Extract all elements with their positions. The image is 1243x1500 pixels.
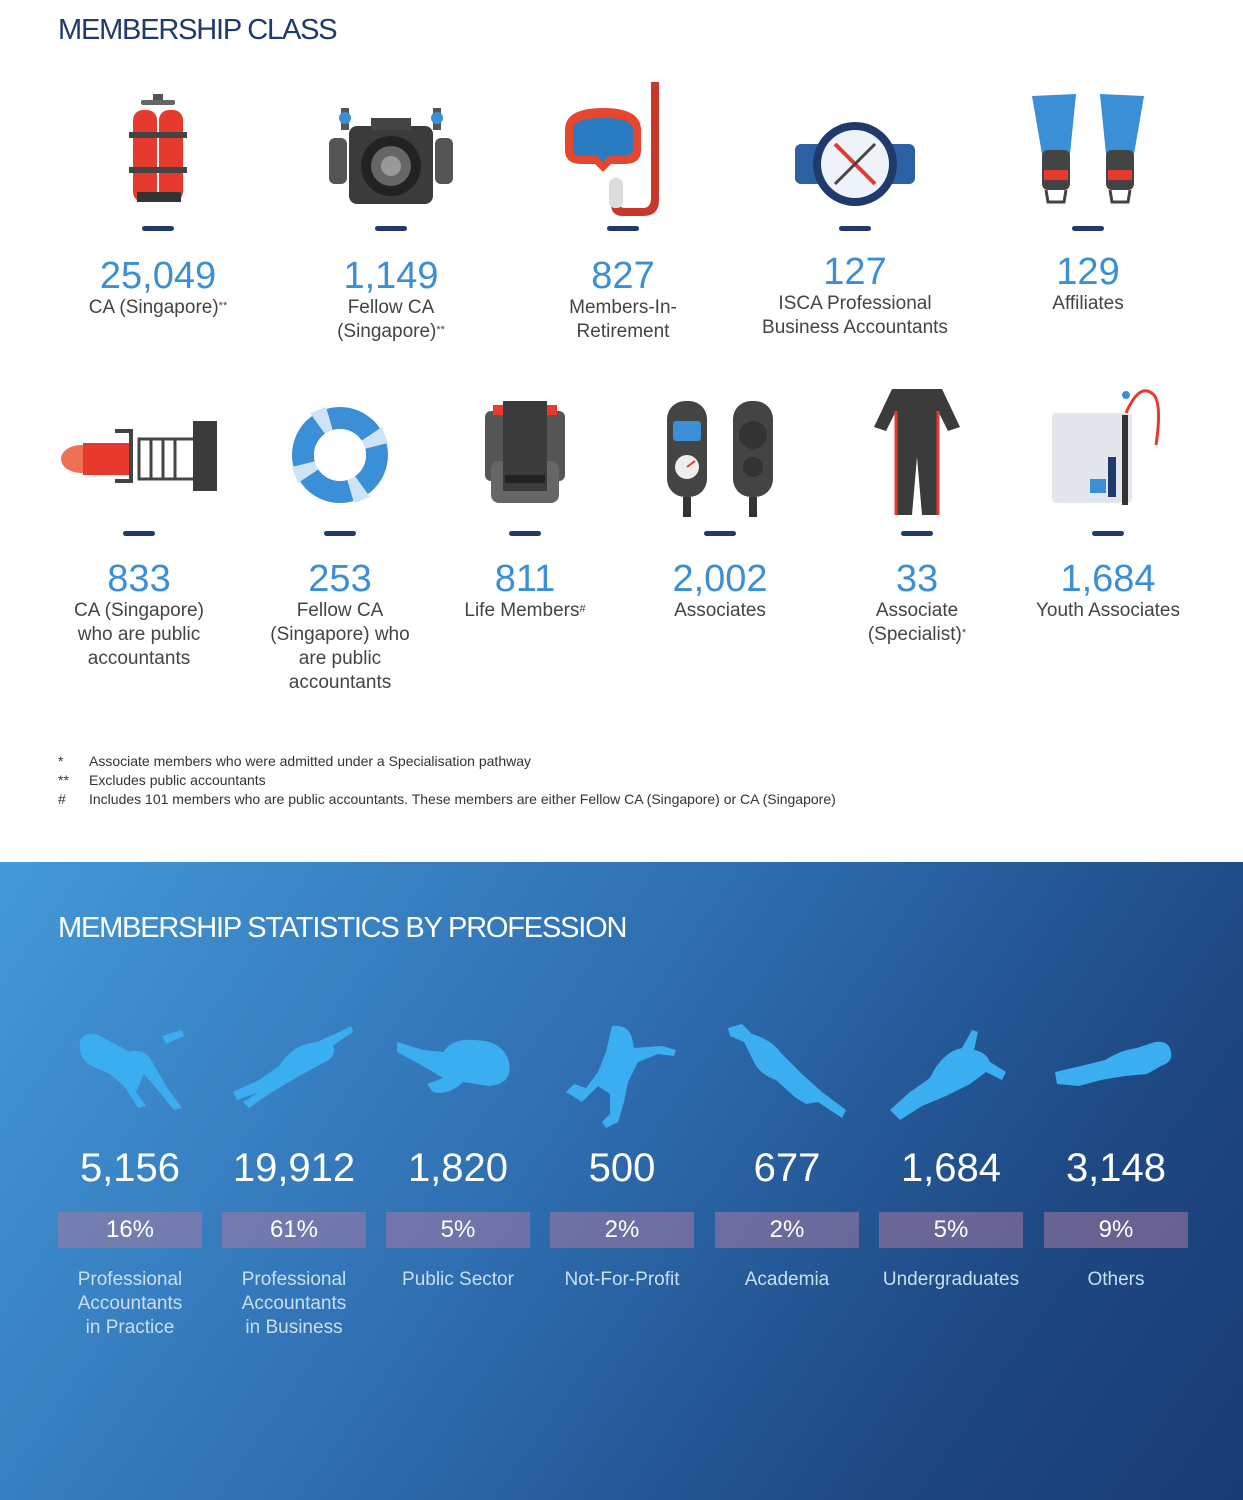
class-label: Associates <box>674 600 766 621</box>
profession-value: 5,156 <box>79 1146 181 1190</box>
class-label: Fellow CA (Singapore) who are public accountants <box>270 600 410 693</box>
profession-label: Not-For-Profit <box>564 1269 680 1290</box>
class-value: 253 <box>308 558 372 600</box>
buoyancy-vest-icon <box>475 401 575 511</box>
class-value: 811 <box>494 558 556 600</box>
class-value: 2,002 <box>672 558 768 600</box>
diver-icon <box>1051 1022 1181 1112</box>
class-value: 127 <box>823 251 887 293</box>
profession-percent: 5% <box>879 1212 1023 1248</box>
profession-percent: 9% <box>1044 1212 1188 1248</box>
profession-label: Others <box>1087 1269 1145 1290</box>
profession-label: Professional Accountants in Practice <box>77 1269 183 1338</box>
class-label: Associate (Specialist)* <box>867 600 967 645</box>
diver-icon <box>393 1022 523 1112</box>
dive-compass-icon <box>795 120 915 210</box>
class-label: Fellow CA (Singapore)** <box>337 297 445 342</box>
profession-percent: 2% <box>715 1212 859 1248</box>
dive-slate-icon <box>1050 385 1166 515</box>
footnotes <box>58 752 836 809</box>
class-value: 1,149 <box>343 255 439 297</box>
class-value: 827 <box>591 255 655 297</box>
class-members-in-retirement <box>503 80 743 340</box>
snorkel-mask-icon <box>563 80 683 220</box>
profession-value: 3,148 <box>1065 1146 1167 1190</box>
class-fellow-ca-singapore <box>271 80 511 340</box>
class-value: 1,684 <box>1060 558 1156 600</box>
scuba-tank-icon <box>123 92 193 207</box>
profession-percent: 61% <box>222 1212 366 1248</box>
profession-percent: 2% <box>550 1212 694 1248</box>
profession-value: 1,820 <box>407 1146 509 1190</box>
class-value: 129 <box>1056 251 1120 293</box>
class-label: Members-In- Retirement <box>569 297 677 342</box>
dive-gauge-icon <box>665 399 775 519</box>
profession-label: Academia <box>744 1269 830 1290</box>
fins-icon <box>1028 94 1148 206</box>
diver-icon <box>229 1022 359 1112</box>
profession-title: MEMBERSHIP STATISTICS BY PROFESSION <box>58 912 627 944</box>
membership-class-title: MEMBERSHIP CLASS <box>58 14 337 46</box>
profession-label: Public Sector <box>402 1269 514 1290</box>
diver-icon <box>562 1022 682 1132</box>
profession-value: 19,912 <box>232 1146 356 1190</box>
class-label: CA (Singapore)** <box>88 297 228 318</box>
class-youth-associates <box>988 385 1228 645</box>
footnote: ** Excludes public accountants <box>58 772 266 788</box>
footnote: * Associate members who were admitted under a Specialisation pathway <box>58 753 532 769</box>
underwater-camera-icon <box>321 108 461 208</box>
profession-value: 1,684 <box>900 1146 1002 1190</box>
profession-value: 677 <box>753 1146 821 1190</box>
life-ring-icon <box>290 405 390 505</box>
footnote: # Includes 101 members who are public accountants. These members are either Fellow CA (Singapore) or CA (Singapore) <box>58 791 836 807</box>
class-ca-singapore <box>38 80 278 340</box>
wetsuit-icon <box>872 387 962 517</box>
class-affiliates <box>968 80 1208 340</box>
class-label: Life Members# <box>464 600 586 621</box>
diver-icon <box>886 1022 1016 1122</box>
class-value: 25,049 <box>99 255 217 297</box>
class-value: 833 <box>107 558 171 600</box>
underwater-scooter-icon <box>59 421 219 491</box>
class-value: 33 <box>895 558 939 600</box>
diver-icon <box>722 1022 852 1122</box>
profession-percent: 16% <box>58 1212 202 1248</box>
class-isca-professional-business-accountants <box>735 80 975 340</box>
class-label: Affiliates <box>1052 293 1124 314</box>
class-label: ISCA Professional Business Accountants <box>762 293 948 338</box>
profession-percent: 5% <box>386 1212 530 1248</box>
class-label: CA (Singapore) who are public accountants <box>74 600 204 669</box>
class-label: Youth Associates <box>1035 600 1180 621</box>
diver-icon <box>70 1022 190 1112</box>
profession-label: Professional Accountants in Business <box>241 1269 347 1338</box>
profession-value: 500 <box>588 1146 656 1190</box>
profession-statistics-section <box>0 862 1243 1500</box>
profession-label: Undergraduates <box>882 1269 1020 1290</box>
